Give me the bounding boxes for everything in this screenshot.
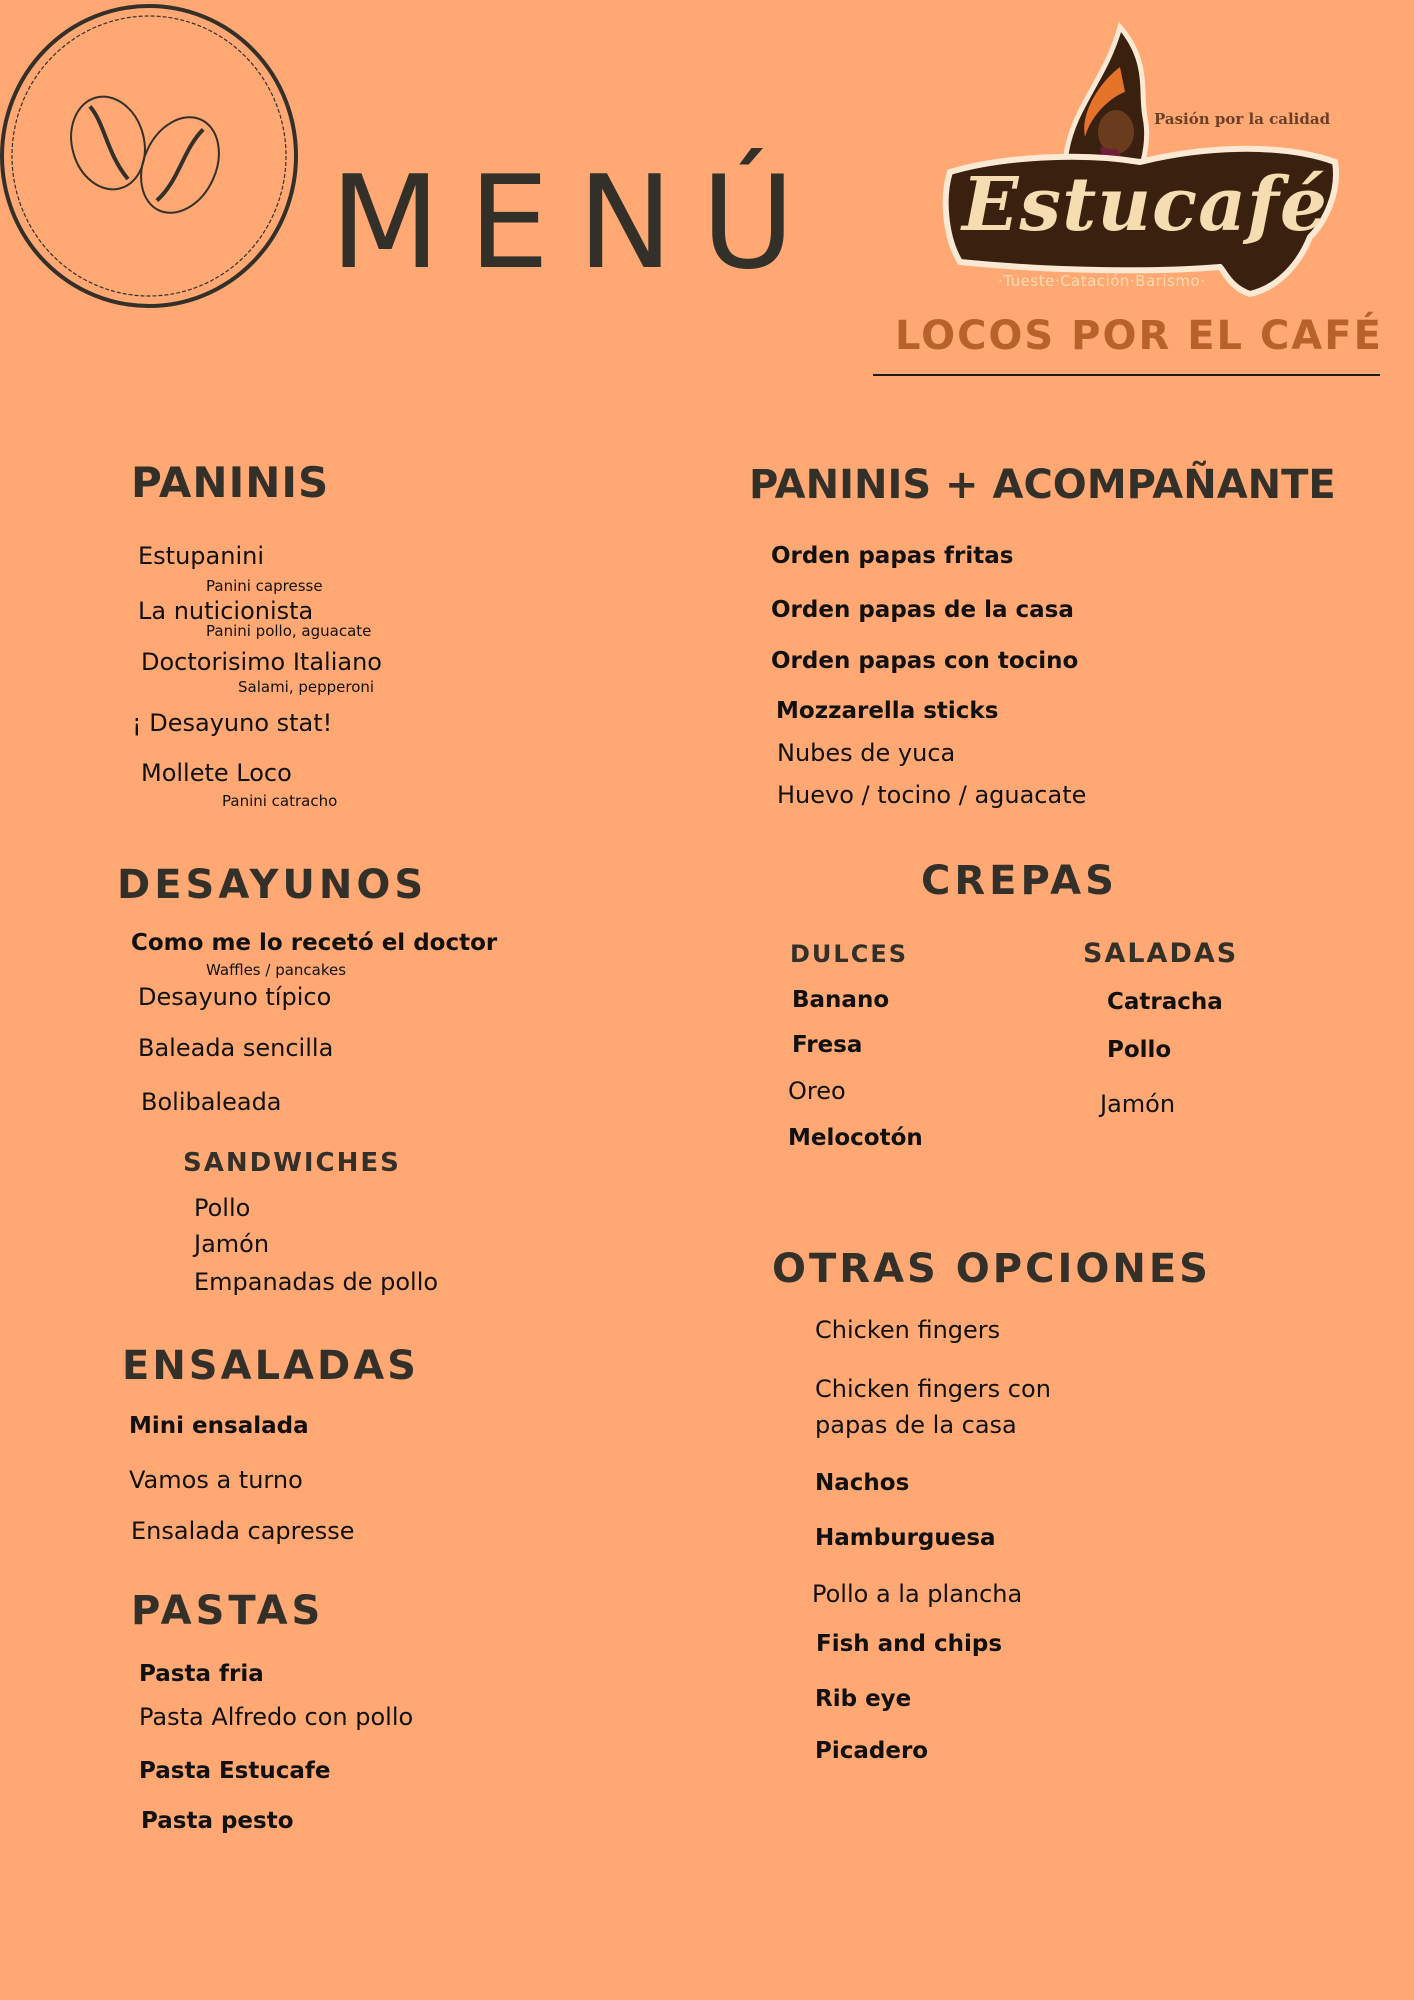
- menu-item: Pollo: [194, 1194, 251, 1222]
- section-title-ensaladas: ENSALADAS: [122, 1343, 419, 1389]
- menu-item: Jamón: [1100, 1090, 1176, 1118]
- coffee-beans-emblem: [0, 3, 300, 308]
- menu-item: Nachos: [815, 1470, 910, 1496]
- section-title-crepas: CREPAS: [921, 858, 1118, 904]
- menu-item: Pollo: [1107, 1037, 1172, 1063]
- brand-tagline-bottom: ·Tueste·Catación·Barismo·: [998, 272, 1206, 290]
- menu-item: papas de la casa: [815, 1411, 1017, 1439]
- menu-item: Pasta Estucafe: [139, 1758, 331, 1784]
- section-title-acompanante: PANINIS + ACOMPAÑANTE: [749, 462, 1336, 508]
- menu-item-desc: Panini catracho: [222, 792, 338, 810]
- menu-item: Vamos a turno: [129, 1466, 303, 1494]
- menu-item: Picadero: [815, 1738, 929, 1764]
- menu-item: Melocotón: [788, 1125, 923, 1151]
- page-title: MENÚ: [330, 149, 823, 298]
- section-title-otras-opciones: OTRAS OPCIONES: [772, 1246, 1211, 1292]
- slogan: LOCOS POR EL CAFÉ: [895, 313, 1383, 359]
- menu-item: Pollo a la plancha: [812, 1580, 1023, 1608]
- menu-item: Pasta pesto: [141, 1808, 294, 1834]
- menu-item: Desayuno típico: [138, 983, 332, 1011]
- brand-tagline-top: Pasión por la calidad: [1154, 110, 1331, 128]
- menu-item: ¡ Desayuno stat!: [132, 709, 333, 737]
- menu-item: Oreo: [788, 1077, 846, 1105]
- section-title-paninis: PANINIS: [131, 458, 330, 507]
- menu-item: Pasta Alfredo con pollo: [139, 1703, 414, 1731]
- menu-item: Chicken fingers: [815, 1316, 1001, 1344]
- menu-item-desc: Panini pollo, aguacate: [206, 622, 372, 640]
- menu-item: Mini ensalada: [129, 1413, 309, 1439]
- menu-item: Empanadas de pollo: [194, 1268, 439, 1296]
- menu-item: Pasta fria: [139, 1661, 264, 1687]
- menu-item: Doctorisimo Italiano: [141, 648, 382, 676]
- menu-item: Ensalada capresse: [131, 1517, 355, 1545]
- brand-logo: [940, 22, 1350, 307]
- menu-item-desc: Waffles / pancakes: [206, 961, 347, 979]
- subsection-title-dulces: DULCES: [790, 940, 908, 968]
- menu-item: Fish and chips: [816, 1631, 1003, 1657]
- menu-item: Orden papas de la casa: [771, 597, 1074, 623]
- section-title-sandwiches: SANDWICHES: [183, 1148, 401, 1178]
- menu-item: Bolibaleada: [141, 1088, 282, 1116]
- menu-item: Estupanini: [138, 542, 264, 570]
- menu-item: Rib eye: [815, 1686, 912, 1712]
- menu-item: Hamburguesa: [815, 1525, 996, 1551]
- menu-item: Orden papas con tocino: [771, 648, 1079, 674]
- brand-name: Estucafé: [962, 162, 1328, 248]
- menu-item: Banano: [792, 987, 890, 1013]
- menu-item: Orden papas fritas: [771, 543, 1014, 569]
- menu-item-desc: Salami, pepperoni: [238, 678, 375, 696]
- coffee-beans-icon: [0, 3, 300, 308]
- menu-item: Baleada sencilla: [138, 1034, 334, 1062]
- menu-item: Catracha: [1107, 989, 1223, 1015]
- header-divider: [873, 374, 1380, 376]
- section-title-desayunos: DESAYUNOS: [117, 862, 428, 908]
- menu-item: Mollete Loco: [141, 759, 292, 787]
- menu-item: Nubes de yuca: [777, 739, 956, 767]
- menu-item: Mozzarella sticks: [776, 698, 999, 724]
- menu-item: Como me lo recetó el doctor: [131, 930, 498, 956]
- menu-item: Huevo / tocino / aguacate: [777, 781, 1087, 809]
- menu-item: Chicken fingers con: [815, 1375, 1051, 1403]
- section-title-pastas: PASTAS: [131, 1588, 325, 1634]
- subsection-title-saladas: SALADAS: [1083, 938, 1239, 969]
- menu-item-desc: Panini capresse: [206, 577, 323, 595]
- menu-item: La nuticionista: [138, 597, 314, 625]
- menu-item: Jamón: [194, 1230, 270, 1258]
- menu-item: Fresa: [792, 1032, 863, 1058]
